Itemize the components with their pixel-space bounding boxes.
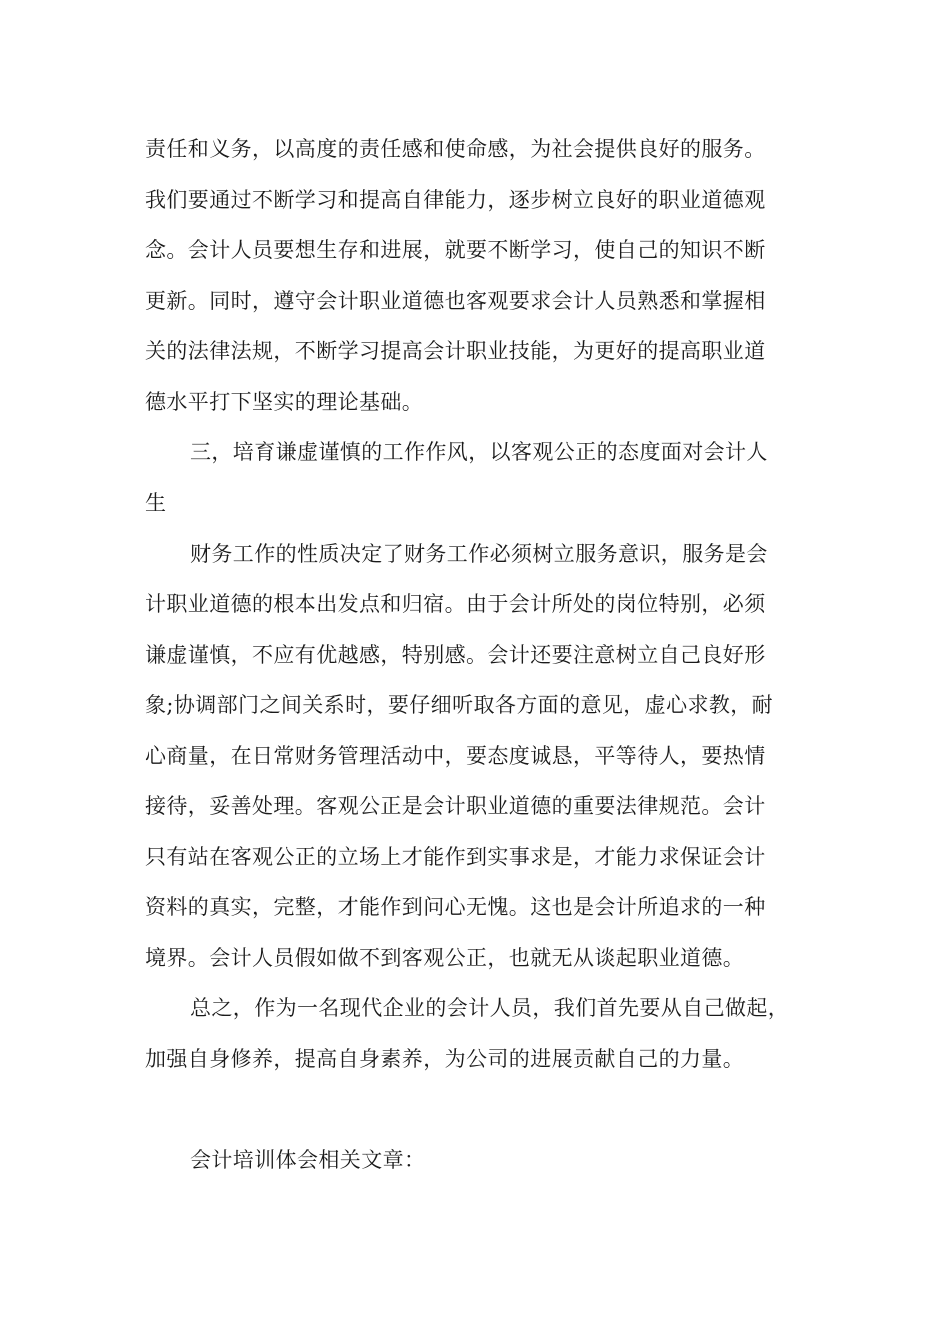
text-line: 象;协调部门之间关系时，要仔细听取各方面的意见，虚心求教，耐: [145, 693, 774, 717]
text-line: 资料的真实，完整，才能作到问心无愧。这也是会计所追求的一种: [145, 895, 766, 919]
text-line: 计职业道德的根本出发点和归宿。由于会计所处的岗位特别，必须: [145, 592, 766, 616]
section-heading-line: 三，培育谦虚谨慎的工作作风，以客观公正的态度面对会计人: [190, 440, 768, 464]
text-line: 接待，妥善处理。客观公正是会计职业道德的重要法律规范。会计: [145, 794, 766, 818]
text-line: 境界。会计人员假如做不到客观公正，也就无从谈起职业道德。: [145, 946, 745, 970]
text-line: 责任和义务，以高度的责任感和使命感，为社会提供良好的服务。: [145, 137, 766, 161]
text-line: 念。会计人员要想生存和进展，就要不断学习，使自己的知识不断: [145, 238, 766, 262]
text-line: 总之，作为一名现代企业的会计人员，我们首先要从自己做起，: [190, 996, 790, 1020]
text-line: 德水平打下坚实的理论基础。: [145, 390, 424, 414]
text-line: 财务工作的性质决定了财务工作必须树立服务意识，服务是会: [190, 542, 768, 566]
text-line: 更新。同时，遵守会计职业道德也客观要求会计人员熟悉和掌握相: [145, 289, 766, 313]
text-line: 我们要通过不断学习和提高自律能力，逐步树立良好的职业道德观: [145, 188, 766, 212]
text-line: 关的法律法规，不断学习提高会计职业技能，为更好的提高职业道: [145, 339, 766, 363]
related-articles-heading: 会计培训体会相关文章：: [190, 1148, 426, 1172]
text-line: 加强自身修养，提高自身素养，为公司的进展贡献自己的力量。: [145, 1047, 745, 1071]
text-line: 只有站在客观公正的立场上才能作到实事求是，才能力求保证会计: [145, 845, 766, 869]
text-line: 谦虚谨慎，不应有优越感，特别感。会计还要注意树立自己良好形: [145, 643, 766, 667]
text-line: 心商量，在日常财务管理活动中，要态度诚恳，平等待人，要热情: [145, 744, 766, 768]
section-heading-line: 生: [145, 491, 167, 515]
